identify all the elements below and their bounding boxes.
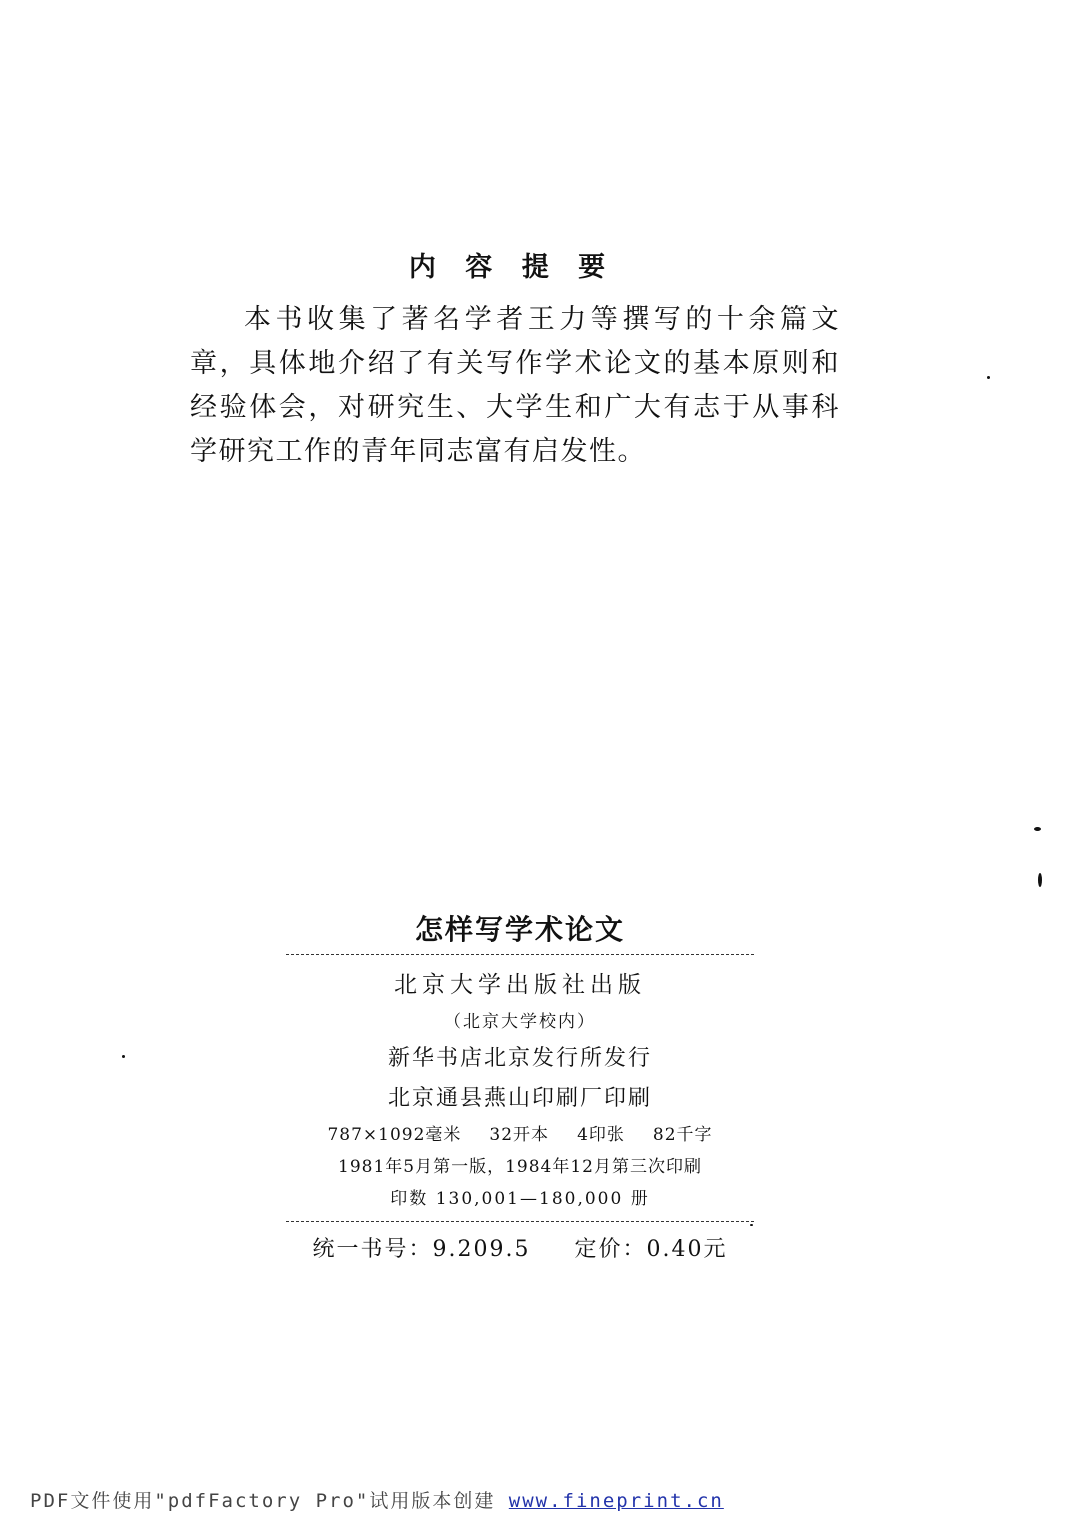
spec-format: 787×1092毫米	[327, 1125, 462, 1145]
specs-line	[280, 1119, 760, 1151]
scan-speck	[1038, 873, 1042, 887]
book-title: 怎样写学术论文	[414, 913, 625, 946]
scan-speck	[750, 1224, 753, 1226]
spec-words: 82千字	[652, 1125, 713, 1145]
print-run: 印数 130,001—180,000 册	[390, 1189, 650, 1209]
spec-sheets: 4印张	[577, 1125, 625, 1145]
publisher-address: （北京大学校内）	[444, 1012, 596, 1032]
price: 定价：0.40元	[574, 1237, 728, 1262]
isbn: 统一书号：9.209.5	[312, 1237, 531, 1262]
abstract-body: 本书收集了著名学者王力等撰写的十余篇文章，具体地介绍了有关写作学术论文的基本原则和经验体会，对研究生、大学生和广大有志于从事科学研究工作的青年同志富有启发性。	[190, 304, 840, 467]
bottom-rule	[286, 1221, 754, 1222]
abstract-heading: 内 容 提 要	[408, 252, 616, 283]
printer: 北京通县燕山印刷厂印刷	[387, 1086, 652, 1111]
watermark-link[interactable]: www.fineprint.cn	[508, 1490, 724, 1512]
scan-speck	[122, 1055, 125, 1058]
edition-line: 1981年5月第一版，1984年12月第三次印刷	[338, 1157, 702, 1177]
watermark-text: PDF文件使用"pdfFactory Pro"试用版本创建	[30, 1490, 496, 1512]
top-rule	[286, 954, 754, 955]
isbn-price-line	[280, 1230, 760, 1270]
colophon	[280, 908, 760, 1270]
scan-speck	[987, 376, 990, 379]
distributor: 新华书店北京发行所发行	[387, 1046, 652, 1071]
pdf-watermark-footer	[30, 1486, 724, 1513]
spec-size: 32开本	[489, 1125, 550, 1145]
scan-speck	[1034, 827, 1041, 831]
publisher: 北京大学出版社出版	[394, 972, 646, 998]
